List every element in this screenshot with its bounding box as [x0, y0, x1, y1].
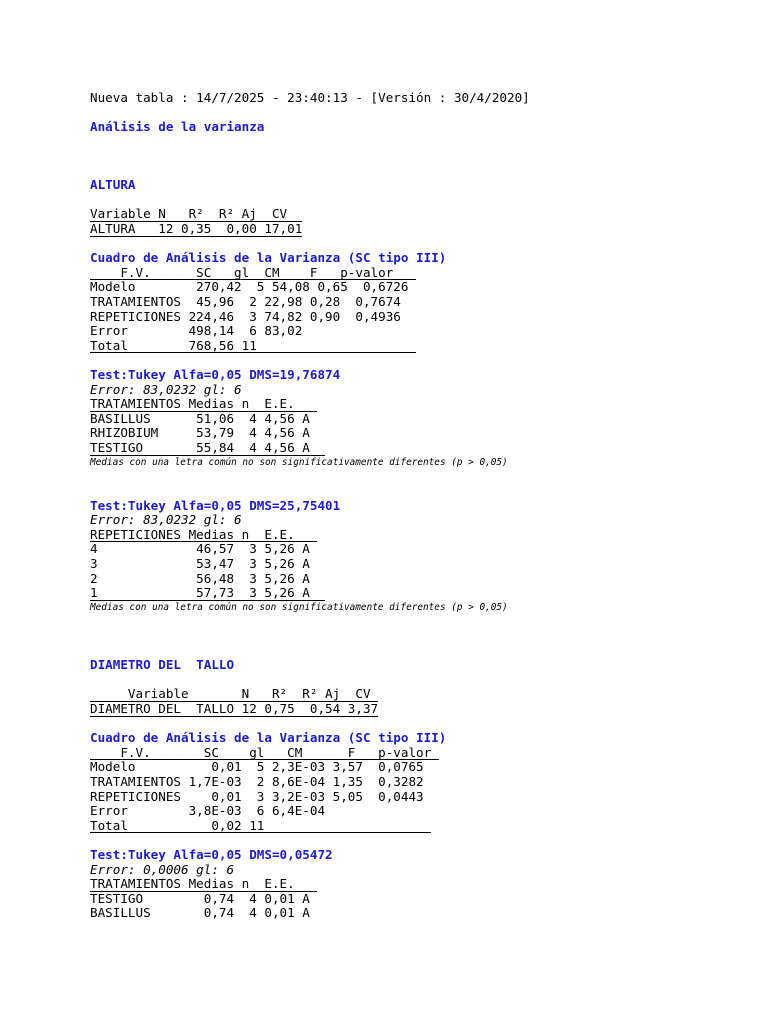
variable-table-row: DIAMETRO DEL TALLO 12 0,75 0,54 3,37	[90, 701, 379, 716]
tukey-row: 1 57,73 3 5,26 A	[90, 585, 326, 601]
anova-title: Cuadro de Análisis de la Varianza (SC tipo III)	[90, 250, 447, 266]
anova-title: Cuadro de Análisis de la Varianza (SC tipo III)	[90, 730, 447, 746]
tukey-block	[90, 499, 760, 615]
section-title: DIAMETRO DEL TALLO	[90, 657, 235, 673]
tukey-title: Test:Tukey Alfa=0,05 DMS=19,76874	[90, 367, 341, 382]
tukey-error: Error: 0,0006 gl: 6	[90, 861, 235, 877]
tukey-row: TESTIGO 55,84 4 4,56 A	[90, 439, 326, 455]
anova-row: TRATAMIENTOS 45,96 2 22,98 0,28 0,7674	[90, 294, 401, 310]
tukey-error: Error: 83,0232 gl: 6	[90, 381, 242, 397]
tukey-block	[90, 368, 760, 470]
section-altura	[90, 178, 760, 614]
tukey-row: 4 46,57 3 5,26 A	[90, 541, 310, 557]
variable-table-row: ALTURA 12 0,35 0,00 17,01	[90, 221, 303, 237]
tukey-header: TRATAMIENTOS Medias n E.E.	[90, 876, 318, 892]
tukey-title: Test:Tukey Alfa=0,05 DMS=25,75401	[90, 497, 341, 513]
anova-row: TRATAMIENTOS 1,7E-03 2 8,6E-04 1,35 0,3282	[90, 773, 424, 789]
tukey-note: Medias con una letra común no son significativamente diferentes (p > 0,05)	[90, 456, 508, 468]
tukey-row: 3 53,47 3 5,26 A	[90, 555, 310, 571]
section-title: ALTURA	[90, 177, 136, 193]
section-diametro-del-tallo	[90, 658, 760, 921]
anova-row: REPETICIONES 224,46 3 74,82 0,90 0,4936	[90, 308, 401, 324]
anova-total-row: Total 0,02 11	[90, 817, 432, 833]
anova-row: REPETICIONES 0,01 3 3,2E-03 5,05 0,0443	[90, 788, 424, 804]
tukey-row: BASILLUS 51,06 4 4,56 A	[90, 410, 310, 426]
tukey-row: BASILLUS 0,74 4 0,01 A	[90, 905, 310, 921]
tukey-title: Test:Tukey Alfa=0,05 DMS=0,05472	[90, 846, 333, 862]
anova-total-row: Total 768,56 11	[90, 337, 417, 353]
analysis-title: Análisis de la varianza	[90, 119, 265, 135]
report-page	[90, 91, 760, 921]
report-header: Nueva tabla : 14/7/2025 - 23:40:13 - [Versión : 30/4/2020]	[90, 90, 530, 105]
anova-header: F.V. SC gl CM F p-valor	[90, 264, 417, 280]
variable-table	[90, 207, 760, 222]
variable-table-header: Variable N R² R² Aj CV	[90, 686, 379, 702]
tukey-note: Medias con una letra común no son significativamente diferentes (p > 0,05)	[90, 601, 508, 613]
anova-row: Modelo 0,01 5 2,3E-03 3,57 0,0765	[90, 759, 424, 775]
anova-row: Modelo 270,42 5 54,08 0,65 0,6726	[90, 279, 409, 295]
tukey-row: TESTIGO 0,74 4 0,01 A	[90, 890, 310, 906]
tukey-header: TRATAMIENTOS Medias n E.E.	[90, 396, 318, 412]
tukey-row: RHIZOBIUM 53,79 4 4,56 A	[90, 425, 310, 441]
anova-header: F.V. SC gl CM F p-valor	[90, 744, 439, 760]
tukey-header: REPETICIONES Medias n E.E.	[90, 526, 318, 542]
tukey-row: 2 56,48 3 5,26 A	[90, 570, 310, 586]
anova-row: Error 498,14 6 83,02	[90, 323, 303, 339]
tukey-block	[90, 848, 760, 921]
tukey-error: Error: 83,0232 gl: 6	[90, 512, 242, 528]
variable-table-header: Variable N R² R² Aj CV	[90, 206, 303, 222]
anova-row: Error 3,8E-03 6 6,4E-04	[90, 803, 326, 819]
